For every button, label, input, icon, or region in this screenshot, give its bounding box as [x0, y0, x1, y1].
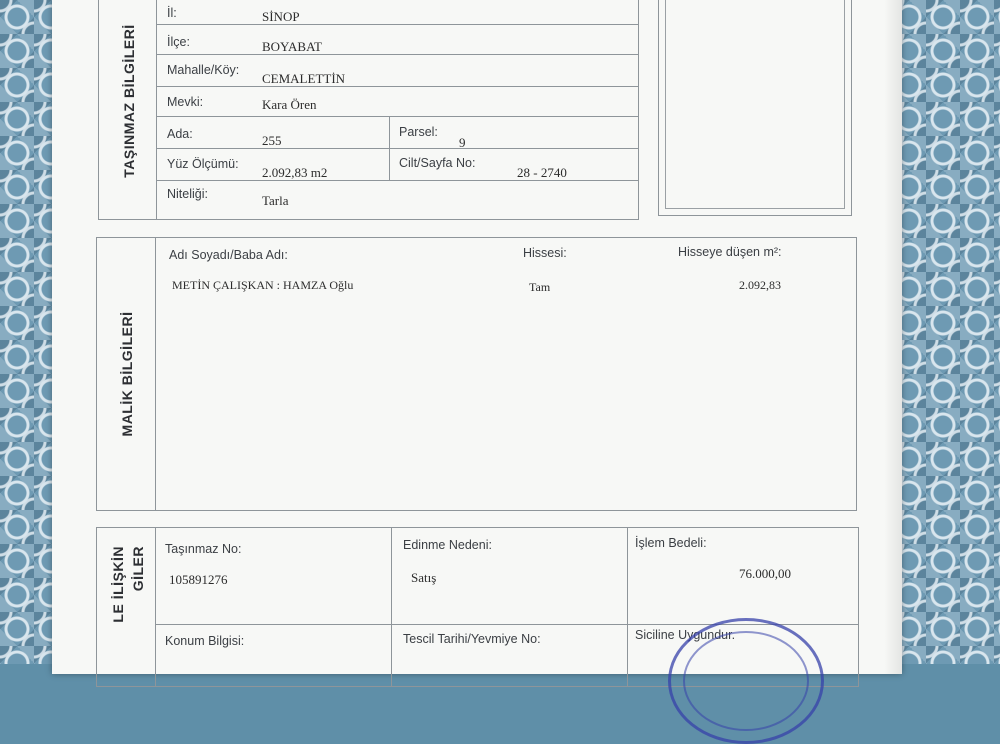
ilce-value: BOYABAT — [262, 39, 322, 54]
hisseye-dusen-value: 2.092,83 — [739, 278, 781, 292]
edinme-nedeni-value: Satış — [411, 570, 437, 585]
adi-soyadi-label: Adı Soyadı/Baba Adı: — [169, 248, 288, 262]
ada-label: Ada: — [167, 127, 193, 141]
hisseye-dusen-label: Hisseye düşen m²: — [678, 245, 782, 259]
cilt-label: Cilt/Sayfa No: — [399, 156, 476, 170]
background-pattern-right — [892, 0, 1000, 664]
official-stamp — [668, 618, 824, 744]
islem-bedeli-label: İşlem Bedeli: — [635, 536, 707, 550]
tasinmaz-section — [98, 0, 639, 220]
ada-value: 255 — [262, 133, 282, 148]
mevki-value: Kara Ören — [262, 97, 317, 112]
niteligi-value: Tarla — [262, 193, 289, 208]
konum-bilgisi-label: Konum Bilgisi: — [165, 634, 245, 648]
iliskin-section-title-2: GİLER — [130, 546, 146, 592]
iliskin-section-title-1: LE İLİŞKİN — [110, 546, 126, 623]
malik-section — [96, 237, 857, 511]
il-value: SİNOP — [262, 9, 300, 24]
yuzolcumu-value: 2.092,83 m2 — [262, 165, 328, 180]
ilce-label: İlçe: — [167, 35, 190, 49]
hissesi-value: Tam — [529, 280, 551, 294]
mahalle-value: CEMALETTİN — [262, 71, 346, 86]
document-page — [52, 0, 902, 674]
il-label: İl: — [167, 6, 177, 20]
tasinmaz-section-title: TAŞINMAZ BİLGİLERİ — [121, 24, 137, 178]
yuzolcumu-label: Yüz Ölçümü: — [167, 157, 239, 171]
hissesi-label: Hissesi: — [523, 246, 567, 260]
tescil-tarihi-label: Tescil Tarihi/Yevmiye No: — [403, 632, 541, 646]
tasinmaz-no-value: 105891276 — [169, 572, 228, 587]
cilt-value: 28 - 2740 — [517, 165, 567, 180]
background-pattern-left — [0, 0, 60, 664]
malik-name-value: METİN ÇALIŞKAN : HAMZA Oğlu — [172, 278, 354, 292]
malik-section-title: MALİK BİLGİLERİ — [119, 311, 135, 437]
tasinmaz-no-label: Taşınmaz No: — [165, 542, 242, 556]
photo-box — [658, 0, 852, 216]
sicil-uygundur-label: Siciline Uygundur. — [635, 628, 736, 642]
mahalle-label: Mahalle/Köy: — [167, 63, 240, 77]
niteligi-label: Niteliği: — [167, 187, 208, 201]
edinme-nedeni-label: Edinme Nedeni: — [403, 538, 492, 552]
parsel-value: 9 — [459, 135, 466, 150]
parsel-label: Parsel: — [399, 125, 438, 139]
islem-bedeli-value: 76.000,00 — [739, 566, 791, 581]
mevki-label: Mevki: — [167, 95, 204, 109]
